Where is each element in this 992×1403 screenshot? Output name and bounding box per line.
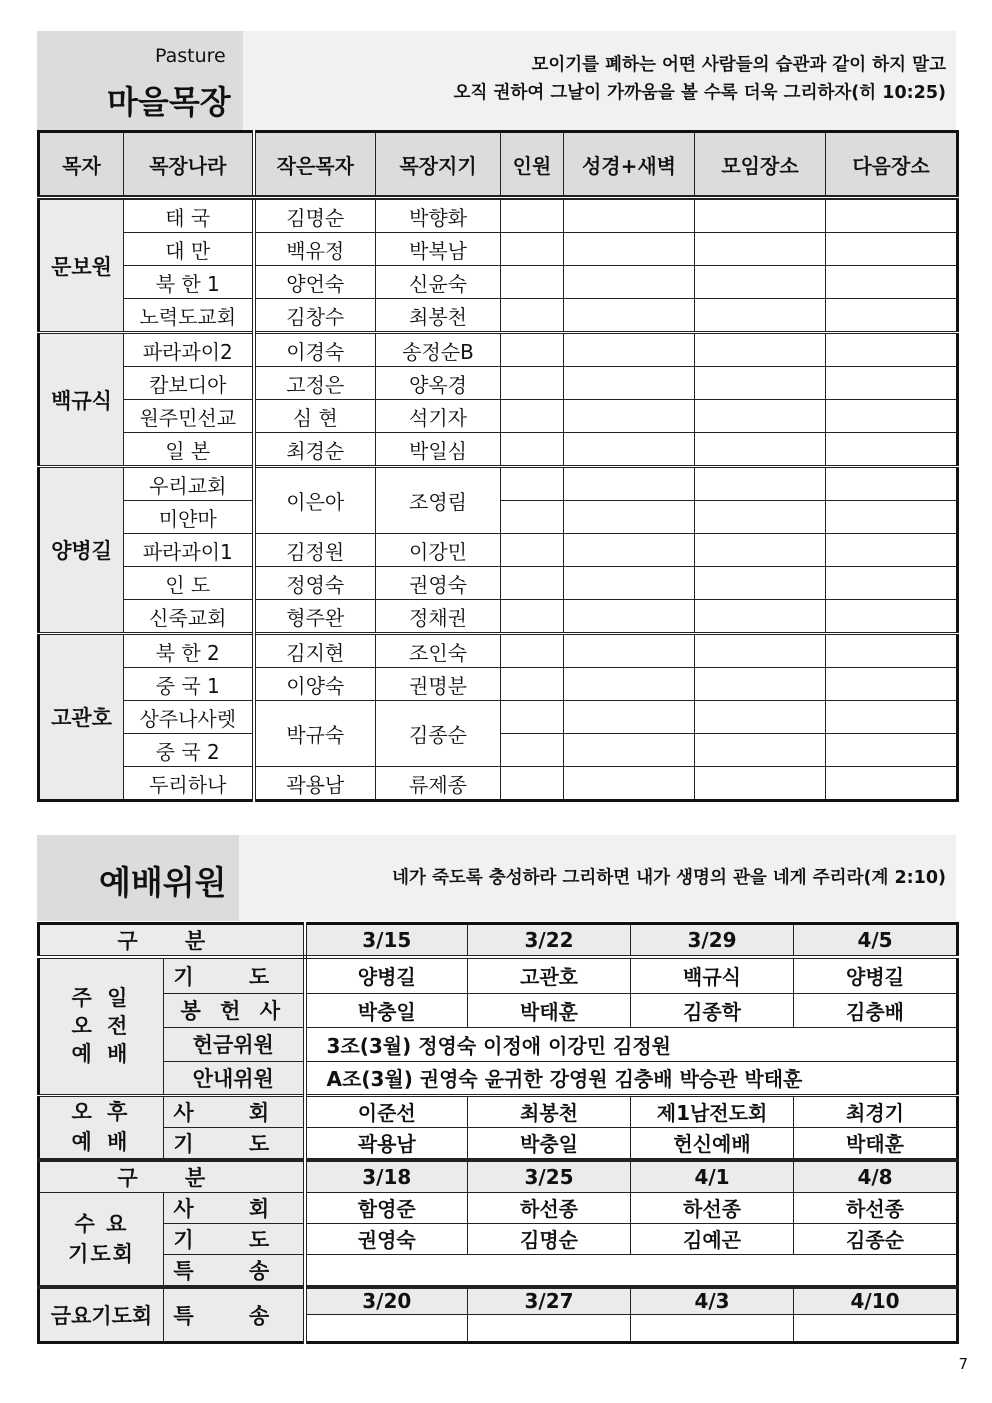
place-cell[interactable] bbox=[695, 567, 826, 600]
small-pastor-cell: 심 현 bbox=[254, 400, 376, 433]
country-cell: 신죽교회 bbox=[124, 600, 254, 634]
country-cell: 북 한 1 bbox=[124, 266, 254, 299]
place-cell[interactable] bbox=[695, 634, 826, 668]
country-cell: 중 국 1 bbox=[124, 668, 254, 701]
next-place-cell[interactable] bbox=[826, 600, 958, 634]
date-cell: 3/22 bbox=[468, 924, 631, 958]
name-cell: 박태훈 bbox=[468, 993, 631, 1027]
country-cell: 우리교회 bbox=[124, 467, 254, 501]
keeper-cell: 이강민 bbox=[376, 534, 501, 567]
place-cell[interactable] bbox=[695, 467, 826, 501]
header-count: 인원 bbox=[501, 132, 564, 198]
small-pastor-cell: 양언숙 bbox=[254, 266, 376, 299]
name-cell: 김충배 bbox=[794, 993, 958, 1027]
table-row bbox=[39, 233, 958, 266]
next-place-cell[interactable] bbox=[826, 233, 958, 266]
table-header-row bbox=[39, 132, 958, 198]
keeper-cell: 조영림 bbox=[376, 467, 501, 534]
pastor-cell: 고관호 bbox=[39, 634, 124, 801]
place-cell[interactable] bbox=[695, 367, 826, 400]
role-label: 기 도 bbox=[164, 1127, 305, 1160]
count-cell[interactable] bbox=[501, 400, 564, 433]
count-cell[interactable] bbox=[501, 534, 564, 567]
count-cell[interactable] bbox=[501, 734, 564, 767]
next-place-cell[interactable] bbox=[826, 734, 958, 767]
small-pastor-cell: 김명순 bbox=[254, 198, 376, 233]
role-label: 기 도 bbox=[164, 957, 305, 993]
count-cell[interactable] bbox=[501, 266, 564, 299]
country-cell: 미얀마 bbox=[124, 501, 254, 534]
keeper-cell: 석기자 bbox=[376, 400, 501, 433]
table-row bbox=[39, 266, 958, 299]
next-place-cell[interactable] bbox=[826, 400, 958, 433]
place-cell[interactable] bbox=[695, 734, 826, 767]
small-pastor-cell: 최경순 bbox=[254, 433, 376, 467]
bible-cell[interactable] bbox=[564, 266, 695, 299]
name-cell: 김종순 bbox=[794, 1223, 958, 1254]
bible-cell[interactable] bbox=[564, 567, 695, 600]
next-place-cell[interactable] bbox=[826, 534, 958, 567]
name-cell: 최봉천 bbox=[468, 1095, 631, 1127]
banner-subtitle: Pasture bbox=[155, 45, 226, 67]
table-row bbox=[39, 367, 958, 400]
place-cell[interactable] bbox=[695, 299, 826, 333]
country-cell: 상주나사렛 bbox=[124, 701, 254, 734]
keeper-cell: 양옥경 bbox=[376, 367, 501, 400]
next-place-cell[interactable] bbox=[826, 333, 958, 367]
pastor-cell: 문보원 bbox=[39, 198, 124, 333]
small-pastor-cell: 고정은 bbox=[254, 367, 376, 400]
count-cell[interactable] bbox=[501, 299, 564, 333]
name-cell: 박태훈 bbox=[794, 1127, 958, 1160]
keeper-cell: 류제종 bbox=[376, 767, 501, 801]
usher-members: A조(3월) 권영숙 윤귀한 강영원 김충배 박승관 박태훈 bbox=[305, 1061, 958, 1095]
table-row bbox=[39, 400, 958, 433]
role-label: 헌금위원 bbox=[164, 1027, 305, 1061]
keeper-cell: 최봉천 bbox=[376, 299, 501, 333]
next-place-cell[interactable] bbox=[826, 433, 958, 467]
count-cell[interactable] bbox=[501, 433, 564, 467]
name-cell: 최경기 bbox=[794, 1095, 958, 1127]
role-label: 안내위원 bbox=[164, 1061, 305, 1095]
village-verse bbox=[454, 51, 946, 107]
country-cell: 태 국 bbox=[124, 198, 254, 233]
country-cell: 파라과이1 bbox=[124, 534, 254, 567]
date-cell: 3/27 bbox=[468, 1287, 631, 1315]
place-cell[interactable] bbox=[695, 400, 826, 433]
special-cell[interactable] bbox=[468, 1315, 631, 1343]
count-cell[interactable] bbox=[501, 634, 564, 668]
date-cell: 4/5 bbox=[794, 924, 958, 958]
keeper-cell: 박향화 bbox=[376, 198, 501, 233]
table-row bbox=[39, 333, 958, 367]
small-pastor-cell: 김지현 bbox=[254, 634, 376, 668]
worship-table bbox=[37, 922, 959, 1344]
header-keeper: 목장지기 bbox=[376, 132, 501, 198]
country-cell: 캄보디아 bbox=[124, 367, 254, 400]
small-pastor-cell: 곽용남 bbox=[254, 767, 376, 801]
place-cell[interactable] bbox=[695, 266, 826, 299]
name-cell: 제1남전도회 bbox=[631, 1095, 794, 1127]
name-cell: 하선종 bbox=[794, 1192, 958, 1223]
count-cell[interactable] bbox=[501, 467, 564, 501]
division-label: 구 분 bbox=[39, 924, 305, 958]
table-row bbox=[39, 433, 958, 467]
tithe-row bbox=[39, 1027, 958, 1061]
wednesday-special-row bbox=[39, 1254, 958, 1287]
table-row bbox=[39, 299, 958, 333]
role-label: 봉 헌 사 bbox=[164, 993, 305, 1027]
friday-date-row bbox=[39, 1287, 958, 1315]
place-cell[interactable] bbox=[695, 501, 826, 534]
verse-line-2: 오직 권하여 그날이 가까움을 볼 수록 더욱 그리하자(히 10:25) bbox=[453, 83, 946, 103]
table-row bbox=[39, 600, 958, 634]
table-row bbox=[39, 467, 958, 501]
sunday-am-group: 주 일 오 전 예 배 bbox=[39, 957, 164, 1095]
page-number: 7 bbox=[958, 1355, 968, 1373]
name-cell: 하선종 bbox=[468, 1192, 631, 1223]
small-pastor-cell: 김정원 bbox=[254, 534, 376, 567]
bible-cell[interactable] bbox=[564, 333, 695, 367]
header-small-pastor: 작은목자 bbox=[254, 132, 376, 198]
date-cell: 3/15 bbox=[305, 924, 468, 958]
place-cell[interactable] bbox=[695, 668, 826, 701]
next-place-cell[interactable] bbox=[826, 668, 958, 701]
bible-cell[interactable] bbox=[564, 433, 695, 467]
count-cell[interactable] bbox=[501, 600, 564, 634]
next-place-cell[interactable] bbox=[826, 767, 958, 801]
place-cell[interactable] bbox=[695, 233, 826, 266]
special-cell[interactable] bbox=[631, 1315, 794, 1343]
name-cell: 곽용남 bbox=[305, 1127, 468, 1160]
date-cell: 3/20 bbox=[305, 1287, 468, 1315]
wednesday-host-row bbox=[39, 1192, 958, 1223]
sunday-pm-group: 오 후 예 배 bbox=[39, 1095, 164, 1160]
role-label: 기 도 bbox=[164, 1223, 305, 1254]
place-cell[interactable] bbox=[695, 701, 826, 734]
worship-verse: 네가 죽도록 충성하라 그리하면 내가 생명의 관을 네게 주리라(계 2:10) bbox=[392, 868, 946, 888]
keeper-cell: 권영숙 bbox=[376, 567, 501, 600]
friday-group: 금요기도회 bbox=[39, 1287, 164, 1343]
country-cell: 북 한 2 bbox=[124, 634, 254, 668]
name-cell: 박충일 bbox=[468, 1127, 631, 1160]
sunday-offering-row bbox=[39, 993, 958, 1027]
worship-banner bbox=[37, 835, 956, 921]
role-label: 사 회 bbox=[164, 1095, 305, 1127]
bible-cell[interactable] bbox=[564, 600, 695, 634]
place-cell[interactable] bbox=[695, 600, 826, 634]
pastor-cell: 양병길 bbox=[39, 467, 124, 634]
country-cell: 인 도 bbox=[124, 567, 254, 600]
small-pastor-cell: 정영숙 bbox=[254, 567, 376, 600]
name-cell: 권영숙 bbox=[305, 1223, 468, 1254]
pm-host-row bbox=[39, 1095, 958, 1127]
small-pastor-cell: 이경숙 bbox=[254, 333, 376, 367]
name-cell: 헌신예배 bbox=[631, 1127, 794, 1160]
date-cell: 4/3 bbox=[631, 1287, 794, 1315]
wednesday-date-row bbox=[39, 1160, 958, 1193]
country-cell: 원주민선교 bbox=[124, 400, 254, 433]
pastor-cell: 백규식 bbox=[39, 333, 124, 467]
count-cell[interactable] bbox=[501, 333, 564, 367]
sunday-prayer-row bbox=[39, 957, 958, 993]
role-label: 사 회 bbox=[164, 1192, 305, 1223]
country-cell: 두리하나 bbox=[124, 767, 254, 801]
small-pastor-cell: 백유정 bbox=[254, 233, 376, 266]
bible-cell[interactable] bbox=[564, 501, 695, 534]
keeper-cell: 박일심 bbox=[376, 433, 501, 467]
keeper-cell: 박복남 bbox=[376, 233, 501, 266]
table-row bbox=[39, 534, 958, 567]
table-row bbox=[39, 668, 958, 701]
keeper-cell: 신윤숙 bbox=[376, 266, 501, 299]
header-country: 목장나라 bbox=[124, 132, 254, 198]
next-place-cell[interactable] bbox=[826, 198, 958, 233]
table-row bbox=[39, 701, 958, 734]
place-cell[interactable] bbox=[695, 333, 826, 367]
country-cell: 일 본 bbox=[124, 433, 254, 467]
bible-cell[interactable] bbox=[564, 634, 695, 668]
bible-cell[interactable] bbox=[564, 701, 695, 734]
next-place-cell[interactable] bbox=[826, 266, 958, 299]
bible-cell[interactable] bbox=[564, 233, 695, 266]
place-cell[interactable] bbox=[695, 767, 826, 801]
next-place-cell[interactable] bbox=[826, 367, 958, 400]
special-cell[interactable] bbox=[305, 1315, 468, 1343]
place-cell[interactable] bbox=[695, 198, 826, 233]
date-cell: 3/29 bbox=[631, 924, 794, 958]
country-cell: 노력도교회 bbox=[124, 299, 254, 333]
special-cell[interactable] bbox=[794, 1315, 958, 1343]
bible-cell[interactable] bbox=[564, 534, 695, 567]
name-cell: 고관호 bbox=[468, 957, 631, 993]
date-cell: 4/1 bbox=[631, 1160, 794, 1193]
usher-row bbox=[39, 1061, 958, 1095]
sunday-date-row bbox=[39, 924, 958, 958]
next-place-cell[interactable] bbox=[826, 299, 958, 333]
keeper-cell: 송정순B bbox=[376, 333, 501, 367]
place-cell[interactable] bbox=[695, 534, 826, 567]
date-cell: 4/8 bbox=[794, 1160, 958, 1193]
name-cell: 함영준 bbox=[305, 1192, 468, 1223]
header-pastor: 목자 bbox=[39, 132, 124, 198]
count-cell[interactable] bbox=[501, 767, 564, 801]
next-place-cell[interactable] bbox=[826, 501, 958, 534]
name-cell: 김예곤 bbox=[631, 1223, 794, 1254]
name-cell: 이준선 bbox=[305, 1095, 468, 1127]
name-cell: 김종학 bbox=[631, 993, 794, 1027]
place-cell[interactable] bbox=[695, 433, 826, 467]
name-cell: 김명순 bbox=[468, 1223, 631, 1254]
count-cell[interactable] bbox=[501, 701, 564, 734]
country-cell: 대 만 bbox=[124, 233, 254, 266]
country-cell: 중 국 2 bbox=[124, 734, 254, 767]
date-cell: 3/18 bbox=[305, 1160, 468, 1193]
keeper-cell: 김종순 bbox=[376, 701, 501, 767]
keeper-cell: 정채권 bbox=[376, 600, 501, 634]
role-label: 특 송 bbox=[164, 1254, 305, 1287]
keeper-cell: 권명분 bbox=[376, 668, 501, 701]
count-cell[interactable] bbox=[501, 198, 564, 233]
division-label: 구 분 bbox=[39, 1160, 305, 1193]
role-label: 특 송 bbox=[164, 1287, 305, 1343]
small-pastor-cell: 이은아 bbox=[254, 467, 376, 534]
table-row bbox=[39, 198, 958, 233]
name-cell: 양병길 bbox=[305, 957, 468, 993]
name-cell: 하선종 bbox=[631, 1192, 794, 1223]
bible-cell[interactable] bbox=[564, 668, 695, 701]
bible-cell[interactable] bbox=[564, 767, 695, 801]
header-bible: 성경+새벽 bbox=[564, 132, 695, 198]
special-cell[interactable] bbox=[305, 1254, 958, 1287]
worship-title: 예배위원 bbox=[99, 863, 227, 902]
small-pastor-cell: 이양숙 bbox=[254, 668, 376, 701]
verse-line-1: 모이기를 폐하는 어떤 사람들의 습관과 같이 하지 말고 bbox=[531, 55, 946, 75]
count-cell[interactable] bbox=[501, 501, 564, 534]
count-cell[interactable] bbox=[501, 567, 564, 600]
name-cell: 양병길 bbox=[794, 957, 958, 993]
village-table bbox=[37, 130, 959, 802]
header-next-place: 다음장소 bbox=[826, 132, 958, 198]
bible-cell[interactable] bbox=[564, 467, 695, 501]
keeper-cell: 조인숙 bbox=[376, 634, 501, 668]
next-place-cell[interactable] bbox=[826, 567, 958, 600]
count-cell[interactable] bbox=[501, 668, 564, 701]
next-place-cell[interactable] bbox=[826, 467, 958, 501]
village-title: 마을목장 bbox=[107, 83, 231, 121]
name-cell: 박충일 bbox=[305, 993, 468, 1027]
date-cell: 4/10 bbox=[794, 1287, 958, 1315]
name-cell: 백규식 bbox=[631, 957, 794, 993]
village-banner bbox=[37, 31, 956, 130]
small-pastor-cell: 박규숙 bbox=[254, 701, 376, 767]
small-pastor-cell: 김창수 bbox=[254, 299, 376, 333]
wednesday-prayer-row bbox=[39, 1223, 958, 1254]
next-place-cell[interactable] bbox=[826, 634, 958, 668]
small-pastor-cell: 형주완 bbox=[254, 600, 376, 634]
table-row bbox=[39, 634, 958, 668]
bible-cell[interactable] bbox=[564, 734, 695, 767]
tithe-members: 3조(3월) 정영숙 이정애 이강민 김정원 bbox=[305, 1027, 958, 1061]
bible-cell[interactable] bbox=[564, 198, 695, 233]
count-cell[interactable] bbox=[501, 233, 564, 266]
country-cell: 파라과이2 bbox=[124, 333, 254, 367]
wednesday-group: 수 요 기도회 bbox=[39, 1192, 164, 1287]
count-cell[interactable] bbox=[501, 367, 564, 400]
bible-cell[interactable] bbox=[564, 367, 695, 400]
date-cell: 3/25 bbox=[468, 1160, 631, 1193]
table-row bbox=[39, 767, 958, 801]
next-place-cell[interactable] bbox=[826, 701, 958, 734]
bible-cell[interactable] bbox=[564, 299, 695, 333]
table-row bbox=[39, 567, 958, 600]
pm-prayer-row bbox=[39, 1127, 958, 1160]
header-place: 모임장소 bbox=[695, 132, 826, 198]
bible-cell[interactable] bbox=[564, 400, 695, 433]
